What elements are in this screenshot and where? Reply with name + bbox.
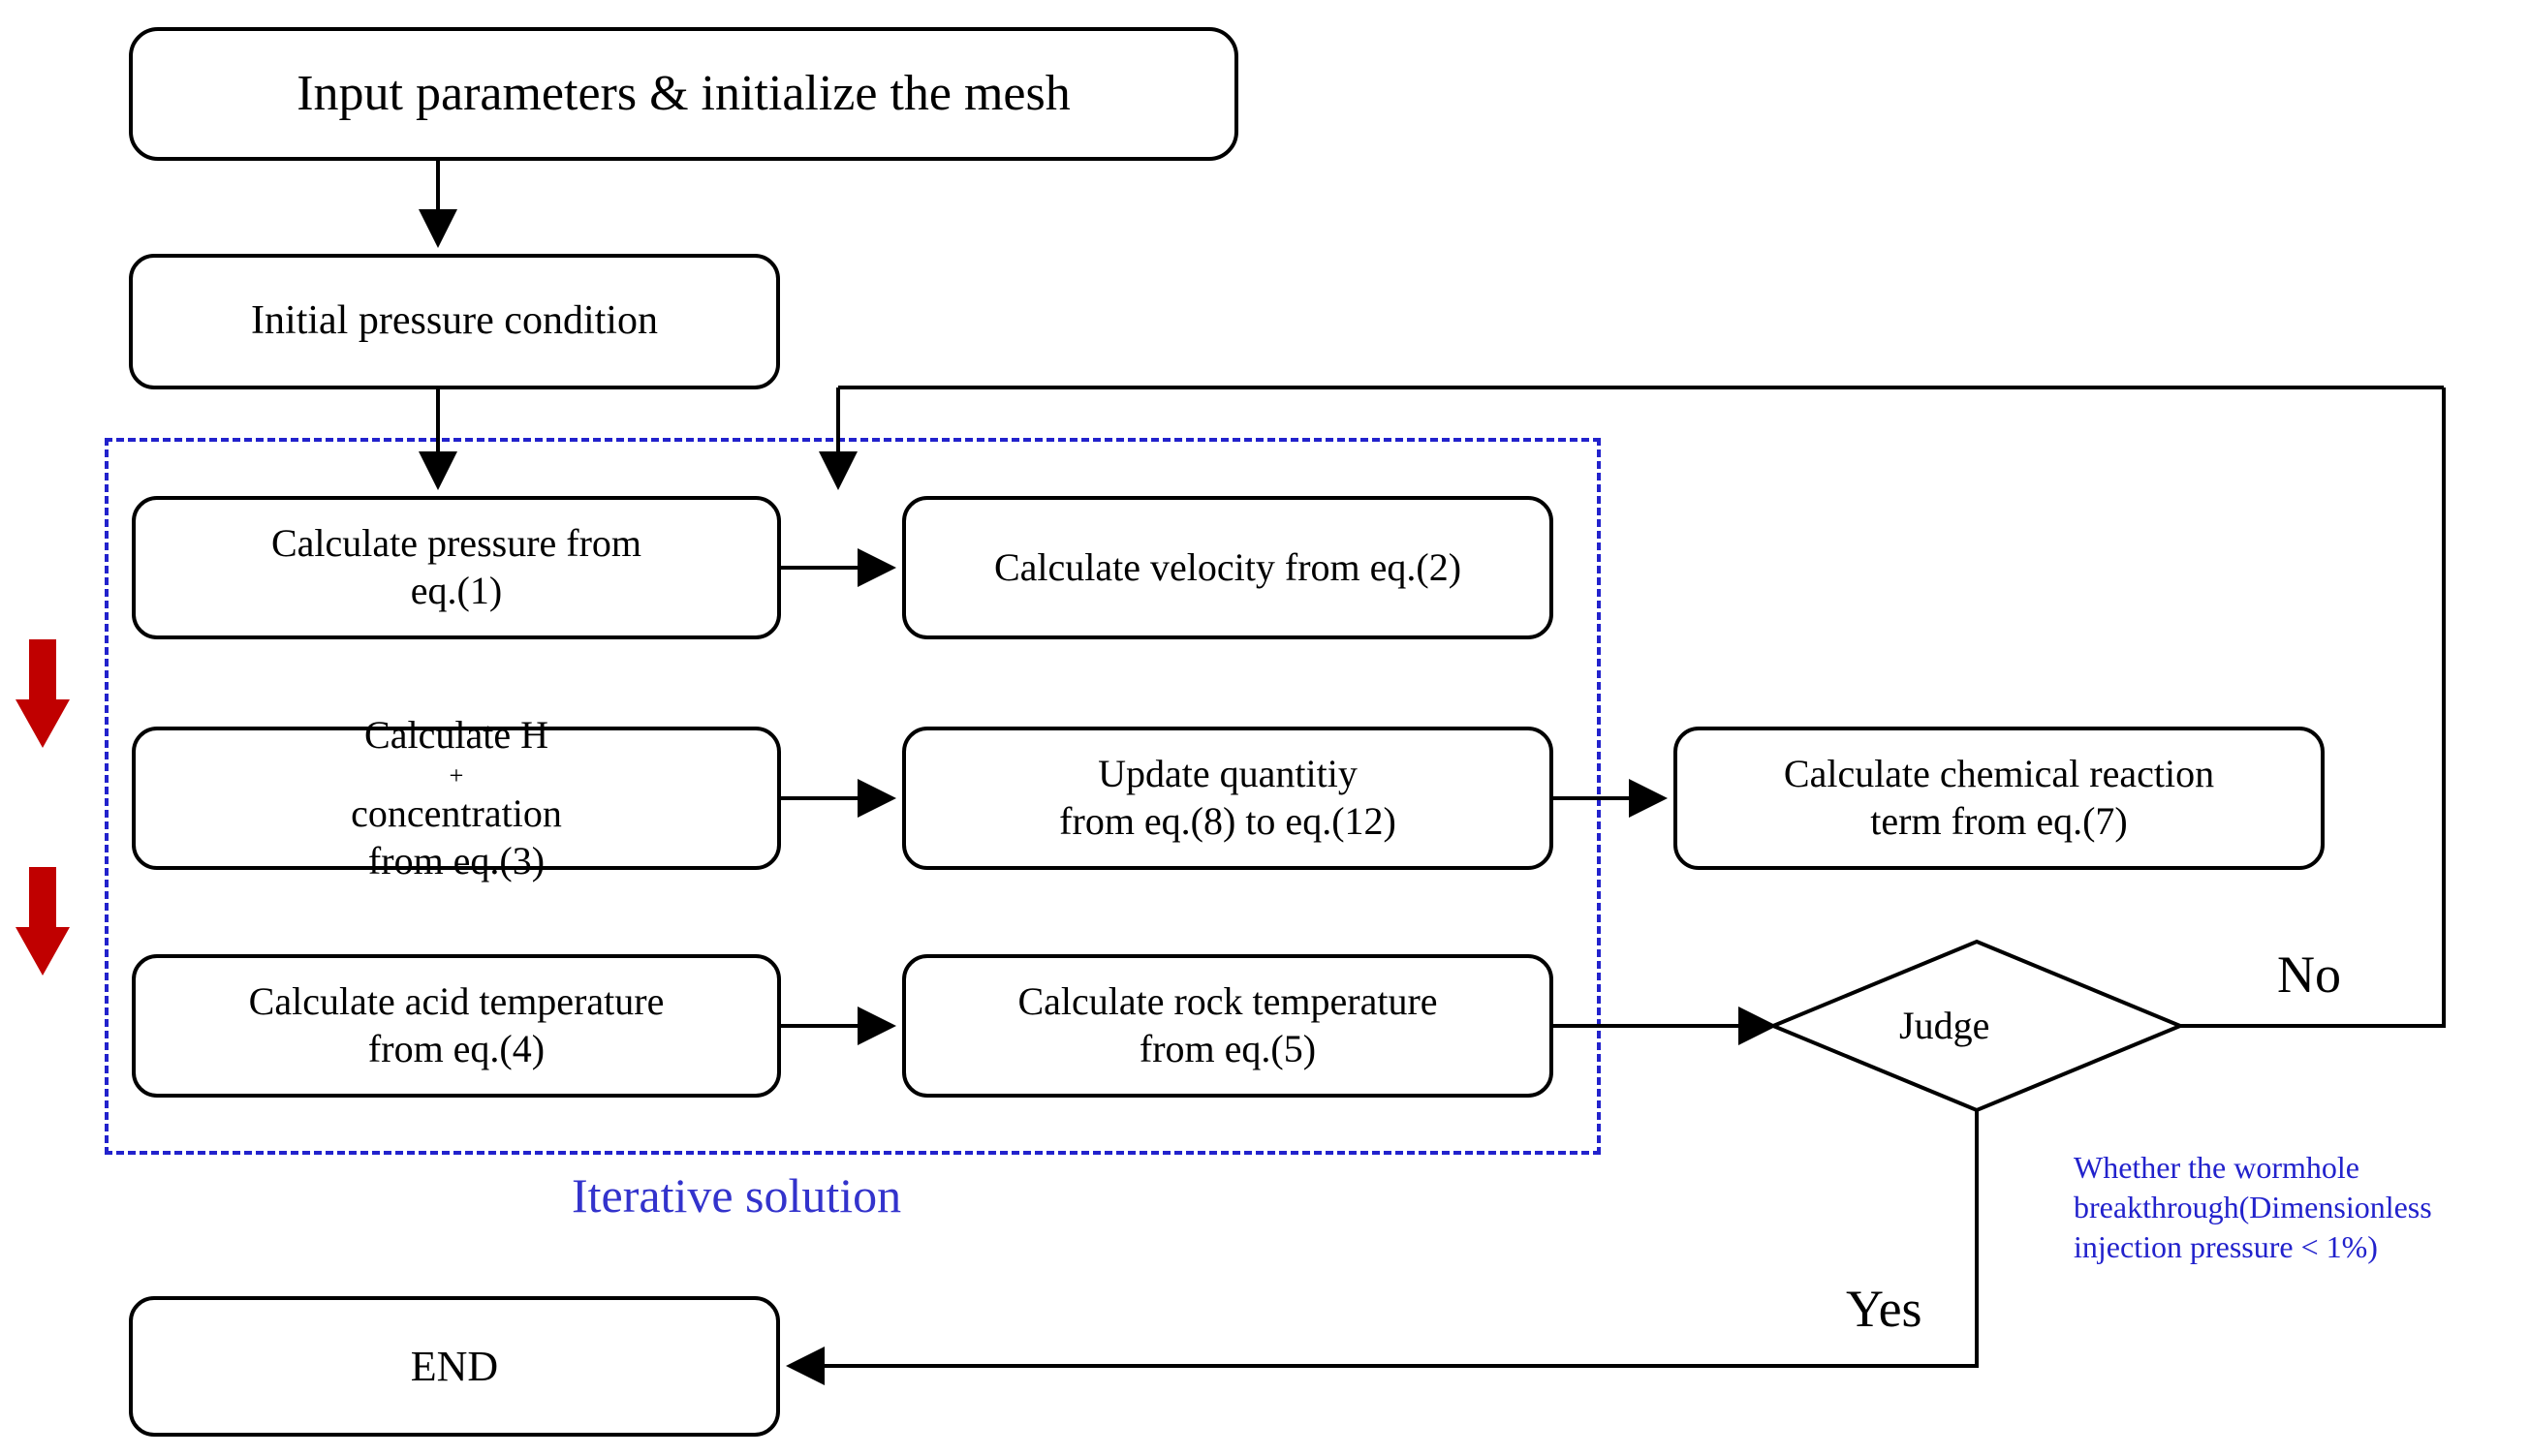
node-update-quantity-line1: Update quantitiy xyxy=(1098,752,1358,796)
node-calculate-acid-temperature xyxy=(132,954,781,1098)
judge-condition-note xyxy=(2074,1148,2529,1267)
branch-label-no: No xyxy=(2277,945,2341,1004)
node-update-quantity xyxy=(902,727,1553,870)
node-calculate-h-concentration-line1 xyxy=(351,712,562,838)
node-initial-pressure-label: Initial pressure condition xyxy=(251,298,658,344)
node-calculate-pressure-line1: Calculate pressure from xyxy=(270,521,642,566)
node-calculate-chemical-reaction-line1: Calculate chemical reaction xyxy=(1783,752,2215,796)
node-calculate-velocity xyxy=(902,496,1553,639)
node-calculate-acid-temperature-line2: from eq.(4) xyxy=(367,1027,546,1070)
node-calculate-acid-temperature-line1: Calculate acid temperature xyxy=(248,979,665,1024)
red-down-arrow-icon xyxy=(14,867,72,983)
iterative-solution-label: Iterative solution xyxy=(572,1168,902,1223)
node-calculate-h-concentration-line2: from eq.(3) xyxy=(367,838,546,883)
node-input-parameters xyxy=(129,27,1238,161)
h-conc-text-a: Calculate H xyxy=(364,712,548,757)
node-input-parameters-label: Input parameters & initialize the mesh xyxy=(297,66,1071,122)
node-calculate-h-concentration xyxy=(132,712,781,883)
node-calculate-velocity-label: Calculate velocity from eq.(2) xyxy=(993,544,1462,589)
node-end-label: END xyxy=(410,1342,499,1390)
judge-condition-note-line3: injection pressure < 1%) xyxy=(2074,1228,2378,1264)
judge-condition-note-line1: Whether the wormhole xyxy=(2074,1150,2359,1185)
node-initial-pressure xyxy=(129,254,780,389)
judge-condition-note-line2: breakthrough(Dimensionless xyxy=(2074,1189,2432,1224)
node-calculate-chemical-reaction xyxy=(1673,727,2325,870)
node-calculate-rock-temperature xyxy=(902,954,1553,1098)
h-conc-superscript: + xyxy=(449,759,464,790)
judge-label: Judge xyxy=(1899,1004,1990,1047)
node-update-quantity-line2: from eq.(8) to eq.(12) xyxy=(1059,799,1396,843)
node-calculate-rock-temperature-line2: from eq.(5) xyxy=(1139,1027,1317,1070)
branch-label-yes: Yes xyxy=(1846,1280,1922,1338)
node-calculate-pressure-line2: eq.(1) xyxy=(410,569,503,612)
h-conc-text-b: concentration xyxy=(351,790,562,835)
node-calculate-pressure xyxy=(132,496,781,639)
node-calculate-rock-temperature-line1: Calculate rock temperature xyxy=(1017,979,1438,1024)
red-down-arrow-icon xyxy=(14,639,72,756)
node-calculate-chemical-reaction-line2: term from eq.(7) xyxy=(1870,799,2128,843)
node-end xyxy=(129,1296,780,1437)
